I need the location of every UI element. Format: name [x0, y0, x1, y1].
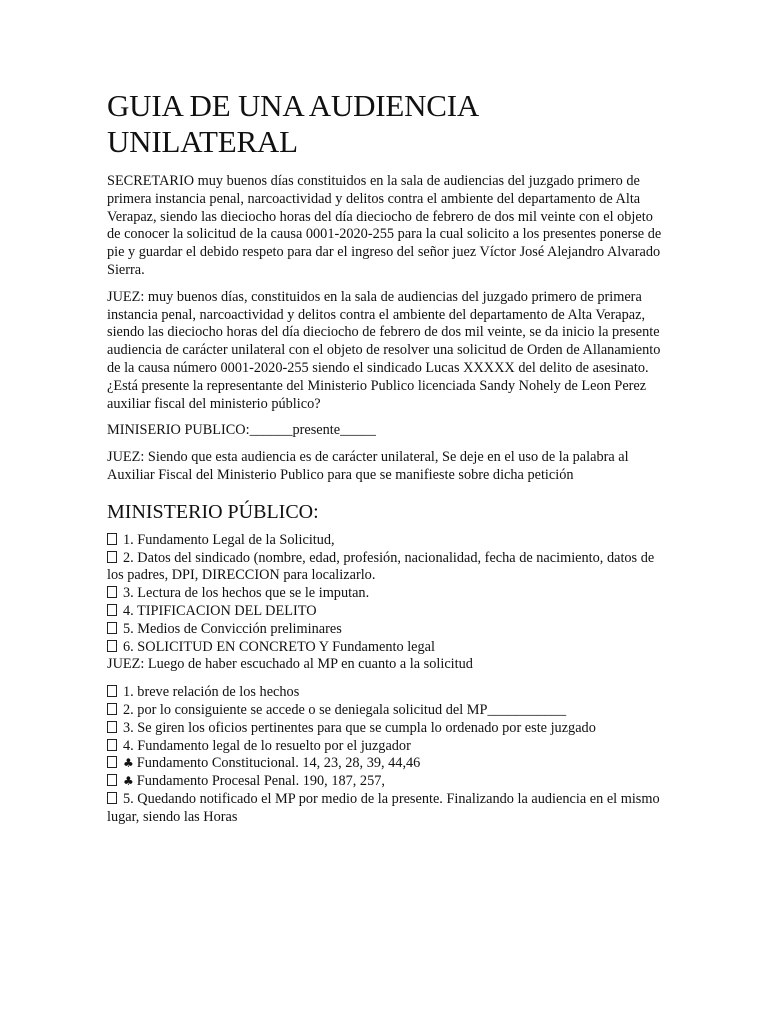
section-heading-ministerio: MINISTERIO PÚBLICO:	[107, 500, 319, 523]
list-item: 1. Fundamento Legal de la Solicitud,	[107, 532, 663, 550]
checkbox-icon	[107, 533, 117, 545]
checkbox-icon	[107, 604, 117, 616]
list-item: 3. Se giren los oficios pertinentes para que se cumpla lo ordenado por este juzgado	[107, 720, 663, 738]
juez-opening-paragraph: JUEZ: muy buenos días, constituidos en la sala de audiencias del juzgado primero de primera instancia penal, narcoactividad y delitos contra el ambiente del departamento de Alta Verapaz, siendo las dieciocho horas del día dieciocho de febrero de dos mil veinte, se da inicio la presente audiencia de carácter unilateral con el objeto de resolver una solicitud de Orden de Allanamiento de la causa número 0001-2020-255 siendo el sindicado Lucas XXXXX del delito de asesinato. ¿Está presente la representante del Ministerio Publico licenciada Sandy Nohely de Leon Perez auxiliar fiscal del ministerio público?	[107, 288, 661, 412]
checkbox-icon	[107, 721, 117, 733]
title-line-1: GUIA DE UNA AUDIENCIA	[107, 88, 480, 123]
document-page	[107, 88, 663, 827]
checkbox-icon	[107, 792, 117, 804]
checkbox-icon	[107, 640, 117, 652]
ministerio-list	[107, 532, 663, 657]
title-line-2: UNILATERAL	[107, 124, 298, 159]
checkbox-icon	[107, 703, 117, 715]
checkbox-icon	[107, 756, 117, 768]
checkbox-icon	[107, 551, 117, 563]
list-item: 4. Fundamento legal de lo resuelto por el juzgador	[107, 738, 663, 756]
checkbox-icon	[107, 739, 117, 751]
checkbox-icon	[107, 586, 117, 598]
checkbox-icon	[107, 622, 117, 634]
list-item: 5. Quedando notificado el MP por medio de la presente. Finalizando la audiencia en el mismo lugar, siendo las Horas	[107, 790, 660, 825]
secretario-paragraph: SECRETARIO muy buenos días constituidos en la sala de audiencias del juzgado primero de primera instancia penal, narcoactividad y delitos contra el ambiente del departamento de Alta Verapaz, siendo las dieciocho horas del día dieciocho de febrero de dos mil veinte con el objeto de conocer la solicitud de la causa 0001-2020-255 para la cual solicito a los presentes ponerse de pie y guardar el debido respeto para dar el ingreso del señor juez Víctor José Alejandro Alvarado Sierra.	[107, 173, 662, 278]
list-item: 1. breve relación de los hechos	[107, 684, 663, 702]
list-item: 6. SOLICITUD EN CONCRETO Y Fundamento legal	[107, 639, 663, 657]
ministerio-presence-line: MINISERIO PUBLICO:______presente_____	[107, 422, 376, 439]
juez-list	[107, 684, 663, 826]
club-icon: ♣	[123, 774, 134, 789]
list-item: ♣ Fundamento Constitucional. 14, 23, 28, 39, 44,46	[107, 755, 663, 773]
list-item: 4. TIPIFICACION DEL DELITO	[107, 603, 663, 621]
list-item: ♣ Fundamento Procesal Penal. 190, 187, 257,	[107, 773, 663, 791]
list-item: 5. Medios de Convicción preliminares	[107, 621, 663, 639]
juez-unilateral-paragraph: JUEZ: Siendo que esta audiencia es de carácter unilateral, Se deje en el uso de la palabra al Auxiliar Fiscal del Ministerio Publico para que se manifieste sobre dicha petición	[107, 449, 629, 483]
checkbox-icon	[107, 774, 117, 786]
juez-after-paragraph: JUEZ: Luego de haber escuchado al MP en cuanto a la solicitud	[107, 656, 473, 673]
club-icon: ♣	[123, 756, 134, 771]
list-item: 3. Lectura de los hechos que se le imputan.	[107, 585, 663, 603]
checkbox-icon	[107, 685, 117, 697]
document-title	[107, 88, 663, 160]
list-item: 2. Datos del sindicado (nombre, edad, profesión, nacionalidad, fecha de nacimiento, datos de los padres, DPI, DIRECCION para localizarlo.	[107, 549, 655, 584]
list-item: 2. por lo consiguiente se accede o se deniegala solicitud del MP___________	[107, 702, 663, 720]
